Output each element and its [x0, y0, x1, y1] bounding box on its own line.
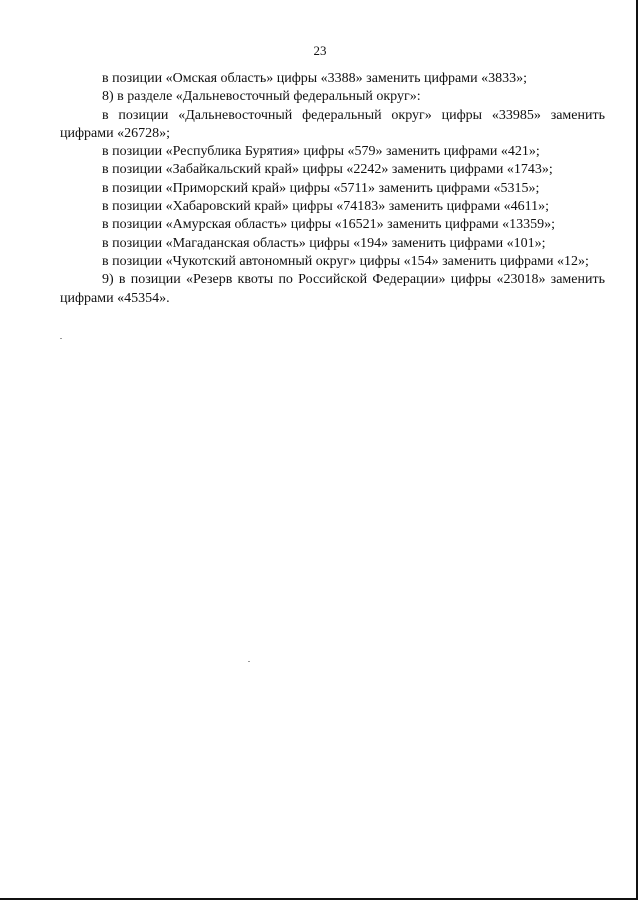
paragraph-magadan: в позиции «Магаданская область» цифры «194» заменить цифрами «101»; — [102, 235, 546, 251]
paragraph-section-8: 8) в разделе «Дальневосточный федеральный округ»: — [102, 89, 421, 105]
page-number: 23 — [313, 43, 327, 58]
document-body — [60, 70, 605, 308]
paragraph-primorsky: в позиции «Приморский край» цифры «5711» заменить цифрами «5315»; — [102, 180, 540, 196]
paragraph-far-east-district: в позиции «Дальневосточный федеральный округ» цифры «33985» заменить цифрами «26728»; — [60, 107, 605, 141]
paragraph-omsk: в позиции «Омская область» цифры «3388» заменить цифрами «3833»; — [102, 71, 527, 86]
paragraph-amur: в позиции «Амурская область» цифры «16521» заменить цифрами «13359»; — [102, 217, 555, 233]
scan-speck — [248, 661, 250, 662]
paragraph-chukotka: в позиции «Чукотский автономный округ» цифры «154» заменить цифрами «12»; — [102, 253, 589, 269]
paragraph-section-9: 9) в позиции «Резерв квоты по Российской Федерации» цифры «23018» заменить цифрами «45354». — [60, 272, 605, 306]
scan-speck — [60, 338, 62, 339]
paragraph-khabarovsk: в позиции «Хабаровский край» цифры «74183» заменить цифрами «4611»; — [102, 199, 550, 215]
paragraph-buryatia: в позиции «Республика Бурятия» цифры «579» заменить цифрами «421»; — [102, 144, 540, 160]
paragraph-zabaikalsky: в позиции «Забайкальский край» цифры «2242» заменить цифрами «1743»; — [102, 162, 553, 178]
